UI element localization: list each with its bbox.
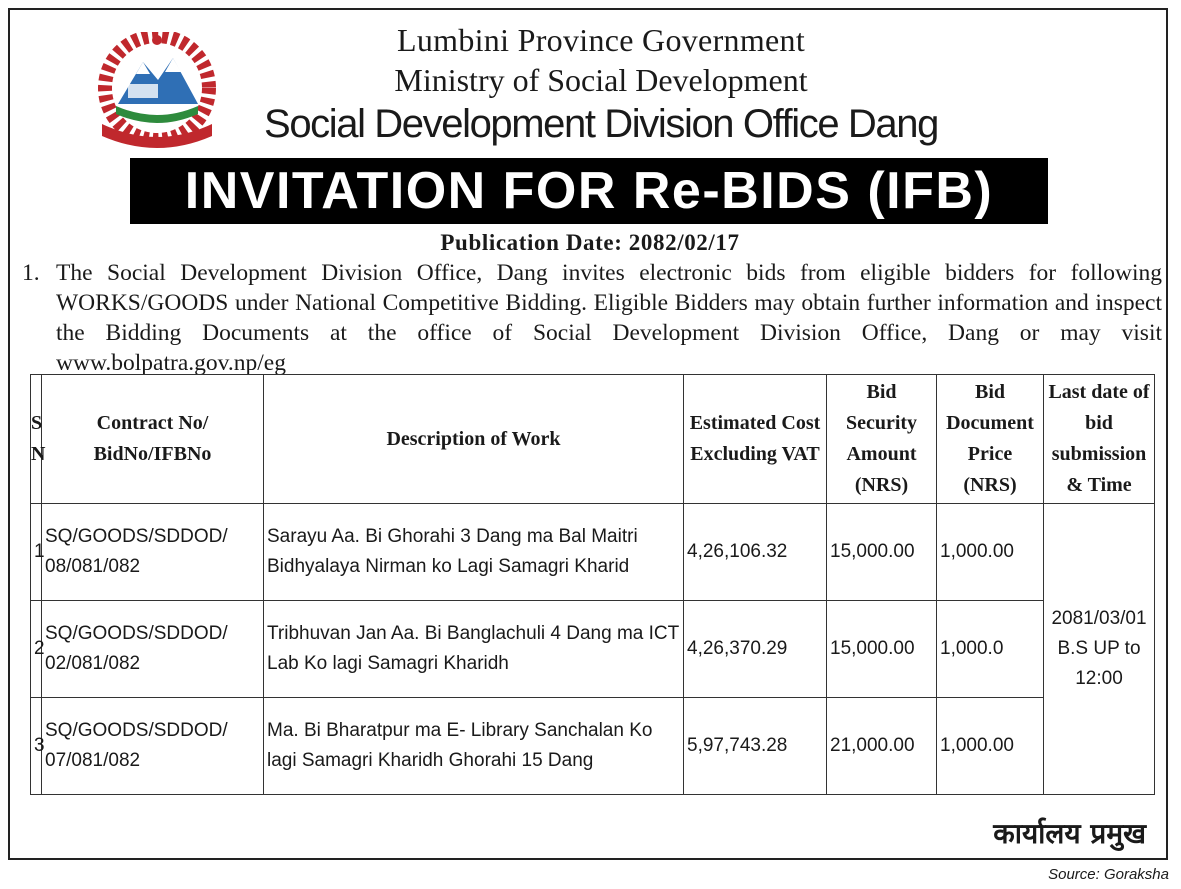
row-description: Tribhuvan Jan Aa. Bi Banglachuli 4 Dang ma ICT Lab Ko lagi Samagri Kharidh <box>264 601 684 698</box>
header-sn: S N <box>31 375 42 504</box>
header-last-date: Last date of bid submission & Time <box>1044 375 1155 504</box>
row-estimated: 4,26,370.29 <box>684 601 827 698</box>
header-description: Description of Work <box>264 375 684 504</box>
row-contract: SQ/GOODS/SDDOD/ 07/081/082 <box>42 698 264 795</box>
intro-paragraph <box>22 258 1162 378</box>
table-header-row <box>31 375 1155 504</box>
office-chief-signature: कार्यालय प्रमुख <box>993 817 1146 850</box>
ministry-name: Ministry of Social Development <box>394 62 808 98</box>
intro-number: 1. <box>22 260 40 286</box>
bids-table <box>30 374 1155 795</box>
row-description: Sarayu Aa. Bi Ghorahi 3 Dang ma Bal Maitri Bidhyalaya Nirman ko Lagi Samagri Kharid <box>264 504 684 601</box>
publication-date: Publication Date: 2082/02/17 <box>440 230 740 255</box>
office-name: Social Development Division Office Dang <box>264 102 938 146</box>
header-security: Bid Security Amount (NRS) <box>827 375 937 504</box>
header-estimated: Estimated Cost Excluding VAT <box>684 375 827 504</box>
row-security: 15,000.00 <box>827 504 937 601</box>
row-sn: 3 <box>31 698 42 795</box>
row-contract: SQ/GOODS/SDDOD/ 02/081/082 <box>42 601 264 698</box>
row-security: 15,000.00 <box>827 601 937 698</box>
row-sn: 1 <box>31 504 42 601</box>
row-estimated: 5,97,743.28 <box>684 698 827 795</box>
row-document: 1,000.0 <box>937 601 1044 698</box>
ifb-banner: INVITATION FOR Re-BIDS (IFB) <box>130 158 1048 224</box>
row-document: 1,000.00 <box>937 698 1044 795</box>
last-date-cell: 2081/03/01 B.S UP to 12:00 <box>1044 504 1155 795</box>
row-contract: SQ/GOODS/SDDOD/ 08/081/082 <box>42 504 264 601</box>
row-security: 21,000.00 <box>827 698 937 795</box>
govt-name: Lumbini Province Government <box>396 22 806 58</box>
table-row <box>31 601 1155 698</box>
row-document: 1,000.00 <box>937 504 1044 601</box>
row-sn: 2 <box>31 601 42 698</box>
table-row <box>31 504 1155 601</box>
row-description: Ma. Bi Bharatpur ma E- Library Sanchalan Ko lagi Samagri Kharidh Ghorahi 15 Dang <box>264 698 684 795</box>
header-contract: Contract No/ BidNo/IFBNo <box>42 375 264 504</box>
row-estimated: 4,26,106.32 <box>684 504 827 601</box>
source-credit: Source: Goraksha <box>1048 866 1169 883</box>
intro-text: The Social Development Division Office, Dang invites electronic bids from eligible bidders for following WORKS/GOODS under National Competitive Bidding. Eligible Bidders may obtain further information and inspect the Bidding Documents at the office of Social Development Division Office, Dang or may visit www.bolpatra.gov.np/eg <box>56 260 1162 376</box>
header-document: Bid Document Price (NRS) <box>937 375 1044 504</box>
table-row <box>31 698 1155 795</box>
